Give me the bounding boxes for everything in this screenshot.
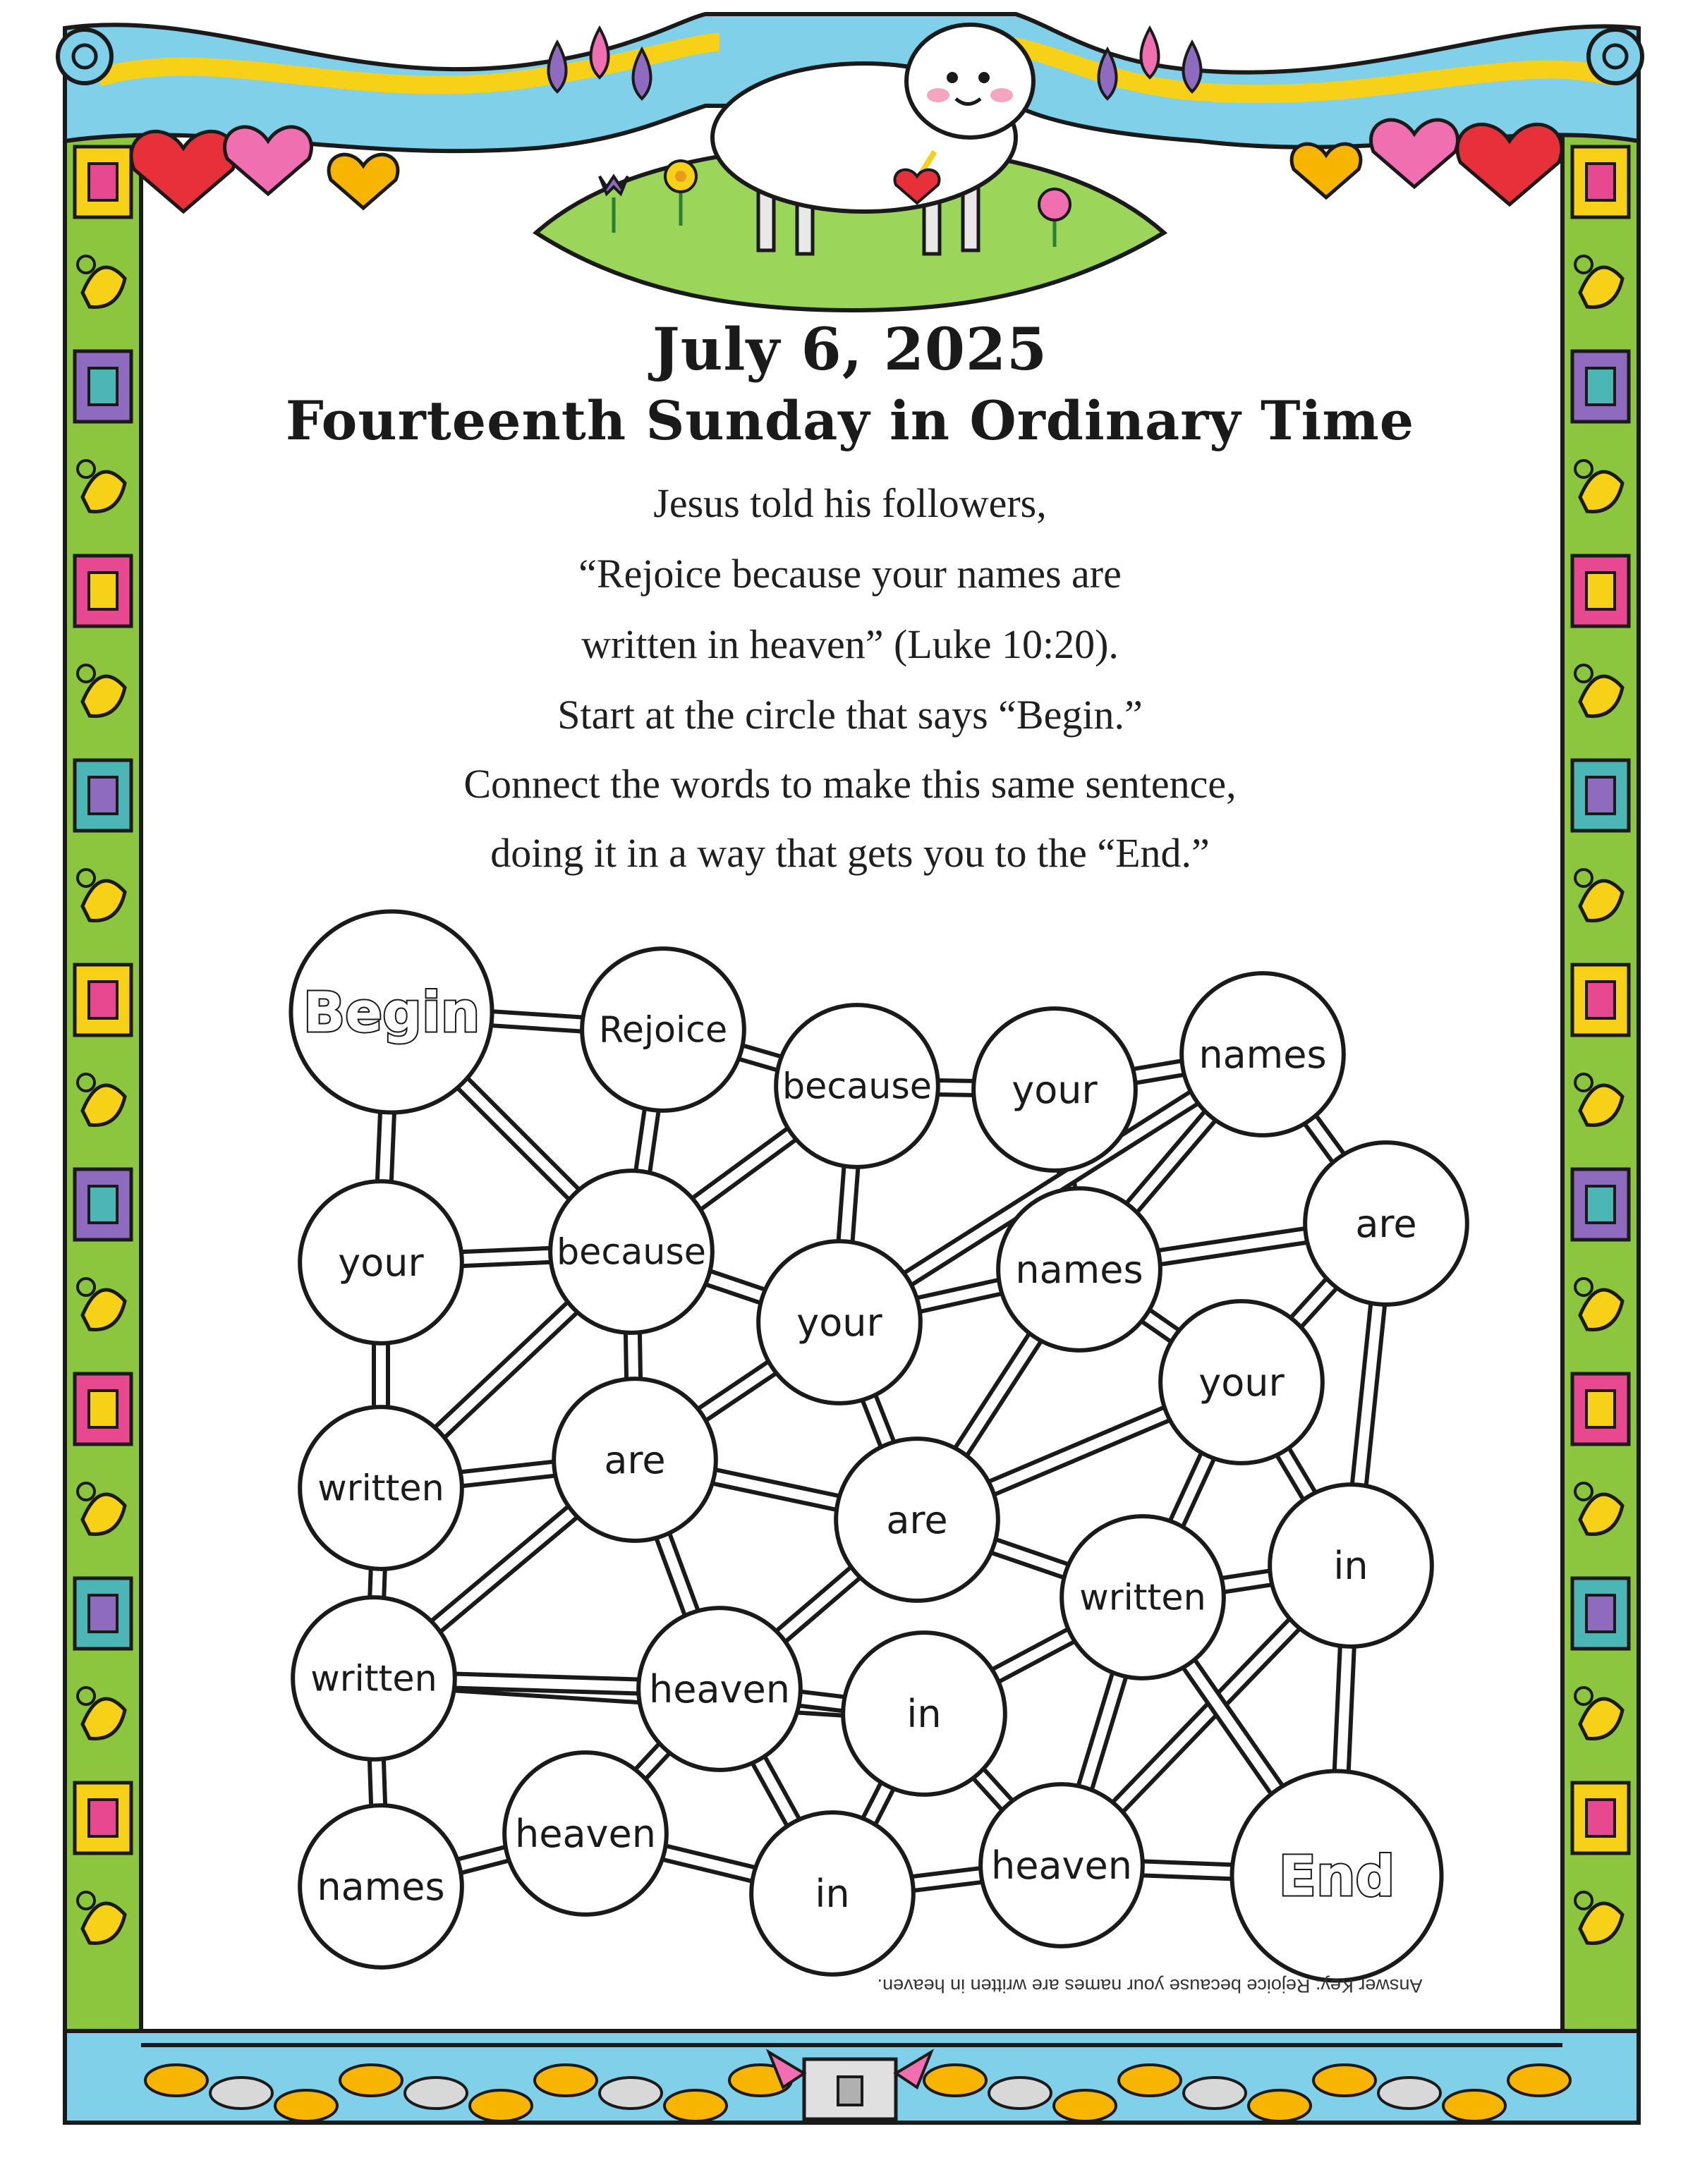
node-label: Rejoice	[598, 1008, 728, 1051]
node-label: because	[782, 1065, 933, 1107]
instruction-line: “Rejoice because your names are	[578, 551, 1122, 597]
word-circle[interactable]	[300, 1181, 462, 1343]
word-circle[interactable]	[843, 1633, 1005, 1795]
page-date-title: July 6, 2025	[652, 316, 1048, 384]
word-circle[interactable]	[293, 1597, 455, 1759]
word-circle[interactable]	[836, 1439, 998, 1601]
node-label: in	[815, 1871, 850, 1916]
node-label: End	[1278, 1845, 1395, 1909]
instruction-line: Start at the circle that says “Begin.”	[557, 692, 1143, 738]
word-circle[interactable]	[998, 1188, 1160, 1350]
word-circle[interactable]	[300, 1805, 462, 1968]
node-label: written	[1079, 1576, 1206, 1618]
node-label: Begin	[303, 981, 480, 1045]
node-label: written	[317, 1467, 444, 1509]
word-circle[interactable]	[980, 1784, 1143, 1946]
word-circle[interactable]	[1182, 973, 1344, 1135]
node-label: in	[906, 1691, 942, 1736]
begin-circle[interactable]	[291, 911, 492, 1112]
instruction-line: written in heaven” (Luke 10:20).	[581, 621, 1119, 667]
word-circle[interactable]	[1062, 1516, 1224, 1678]
answer-key: Answer Key: Rejoice because your names are written in heaven.	[877, 1975, 1423, 1996]
node-label: are	[604, 1437, 666, 1482]
node-label: names	[1198, 1032, 1327, 1077]
end-circle[interactable]	[1232, 1771, 1442, 1981]
node-label: names	[317, 1864, 445, 1909]
word-circle[interactable]	[638, 1608, 801, 1770]
word-circle[interactable]	[1160, 1301, 1323, 1463]
word-circle[interactable]	[973, 1008, 1136, 1171]
instruction-line: Jesus told his followers,	[653, 480, 1047, 526]
word-circle[interactable]	[554, 1379, 716, 1541]
node-label: written	[310, 1657, 437, 1700]
word-circle[interactable]	[1305, 1142, 1467, 1305]
node-label: in	[1333, 1543, 1368, 1588]
instruction-line: doing it in a way that gets you to the “End.”	[490, 830, 1210, 876]
word-circle[interactable]	[582, 948, 744, 1111]
node-label: heaven	[515, 1811, 656, 1856]
node-label: are	[886, 1497, 948, 1542]
word-circle[interactable]	[504, 1752, 667, 1915]
word-circle[interactable]	[776, 1005, 938, 1167]
node-label: your	[338, 1240, 424, 1285]
word-circle[interactable]	[758, 1241, 921, 1403]
word-circle[interactable]	[1270, 1484, 1432, 1647]
word-circle[interactable]	[751, 1812, 913, 1975]
page-sunday-title: Fourteenth Sunday in Ordinary Time	[285, 389, 1415, 452]
node-label: heaven	[649, 1666, 790, 1712]
word-circle[interactable]	[550, 1171, 712, 1333]
node-label: because	[556, 1231, 707, 1273]
node-label: your	[1012, 1067, 1098, 1112]
node-label: your	[1198, 1360, 1285, 1405]
node-label: heaven	[991, 1843, 1132, 1888]
word-circle[interactable]	[300, 1407, 462, 1569]
node-label: your	[796, 1300, 882, 1345]
node-label: are	[1355, 1201, 1417, 1246]
instruction-line: Connect the words to make this same sentence,	[463, 761, 1237, 807]
node-label: names	[1015, 1247, 1143, 1292]
